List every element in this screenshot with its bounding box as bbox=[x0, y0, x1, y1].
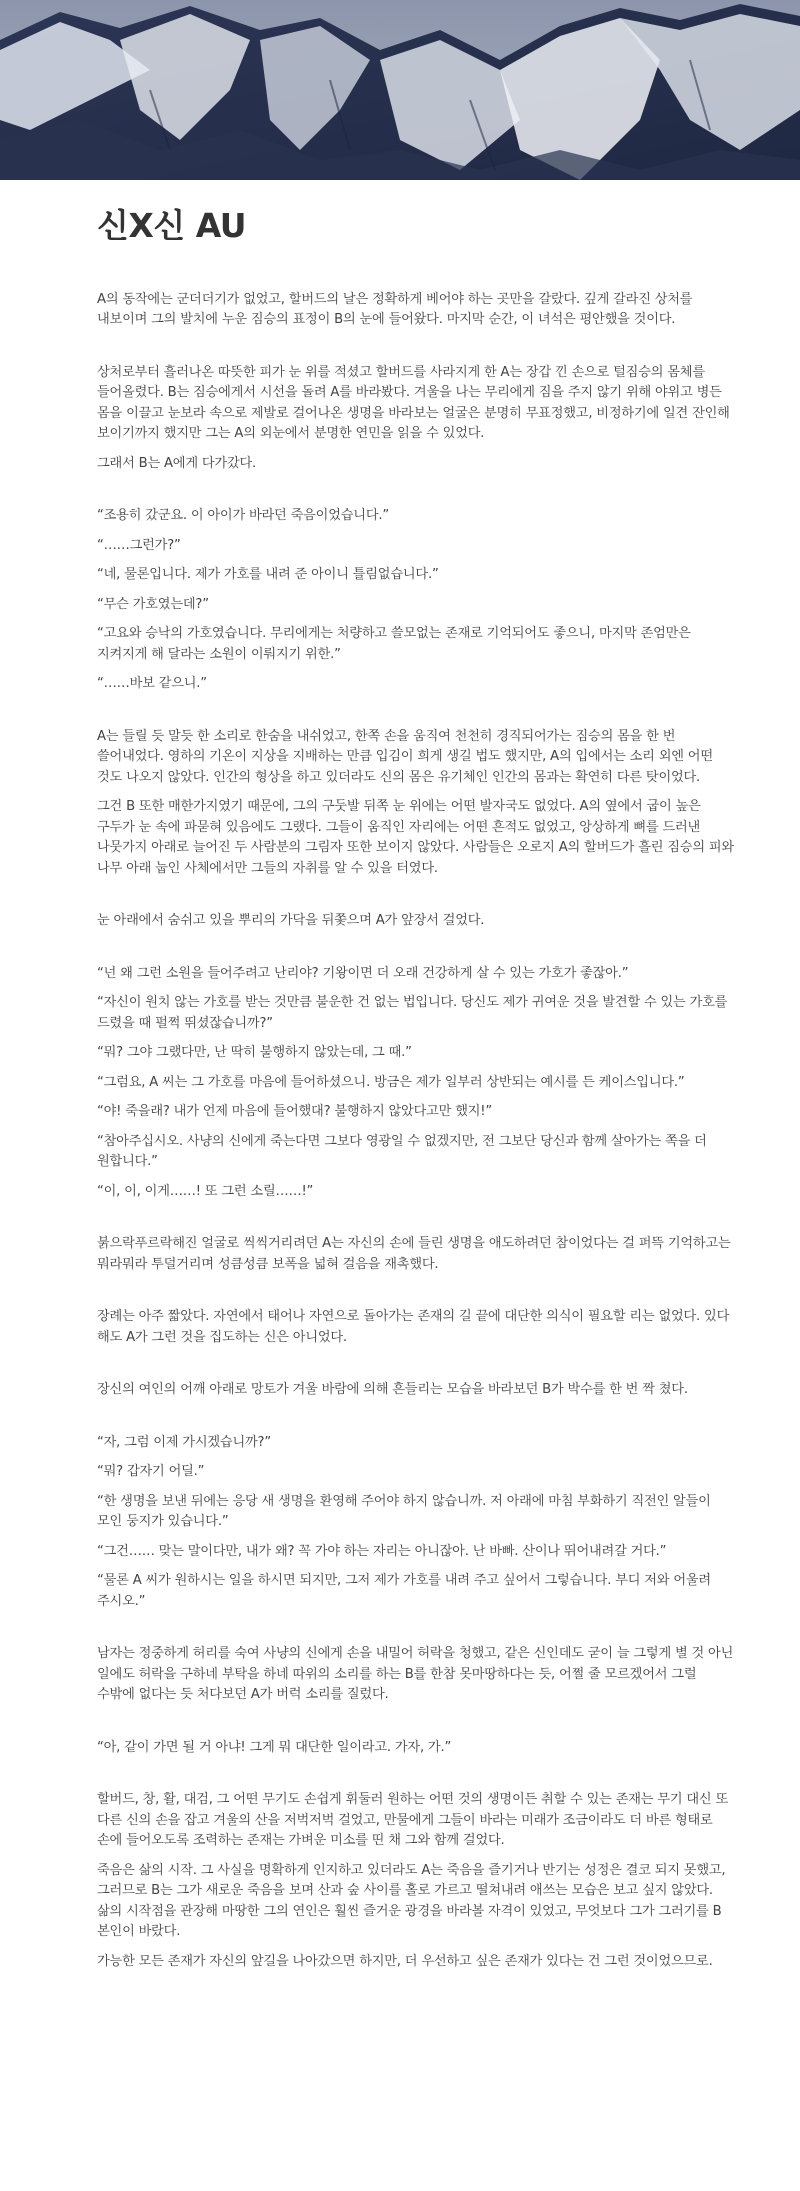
paragraph-spacer bbox=[97, 1284, 735, 1307]
paragraph-spacer bbox=[97, 704, 735, 727]
paragraph: “이, 이, 이게……! 또 그런 소릴……!” bbox=[97, 1183, 314, 1199]
paragraph: “고요와 승낙의 가호였습니다. 무리에게는 처량하고 쓸모없는 존재로 기억되어도 좋으니, 마지막 존엄만은 지켜지게 해 달라는 소원이 이뤄지기 위한.” bbox=[97, 626, 691, 662]
paragraph: “뭐? 갑자기 어딜.” bbox=[97, 1464, 205, 1480]
paragraph: 눈 아래에서 숨쉬고 있을 뿌리의 가닥을 뒤쫓으며 A가 앞장서 걸었다. bbox=[97, 913, 485, 929]
paragraph: “그럼요, A 씨는 그 가호를 마음에 들어하셨으니. 방금은 제가 일부러 상반되는 예시를 든 케이스입니다.” bbox=[97, 1074, 685, 1090]
paragraph-spacer bbox=[97, 1357, 735, 1380]
paragraph: 장례는 아주 짧았다. 자연에서 태어나 자연으로 돌아가는 존재의 길 끝에 대단한 의식이 필요할 리는 없었다. 있다 해도 A가 그런 것을 집도하는 신은 아니었다. bbox=[97, 1309, 730, 1345]
paragraph: “네, 물론입니다. 제가 가호를 내려 준 아이니 틀림없습니다.” bbox=[97, 567, 439, 583]
paragraph: “야! 죽을래? 내가 언제 마음에 들어했대? 불행하지 않았다고만 했지!” bbox=[97, 1104, 492, 1120]
page-title: 신X신 AU bbox=[97, 206, 247, 245]
paragraph: “자, 그럼 이제 가시겠습니까?” bbox=[97, 1434, 271, 1450]
paragraph: 붉으락푸르락해진 얼굴로 씩씩거리려던 A는 자신의 손에 들린 생명을 애도하려던 참이었다는 걸 퍼뜩 기억하고는 뭐라뭐라 투덜거리며 성큼성큼 보폭을 넓혀 걸음을 재촉했다. bbox=[97, 1236, 731, 1272]
paragraph: “한 생명을 보낸 뒤에는 응당 새 생명을 환영해 주어야 하지 않습니까. 저 아래에 마침 부화하기 직전인 알들이 모인 둥지가 있습니다.” bbox=[97, 1493, 711, 1530]
paragraph: “물론 A 씨가 원하시는 일을 하시면 되지만, 그저 제가 가호를 내려 주고 싶어서 그렇습니다. 부디 저와 어울려 주시오.” bbox=[97, 1573, 711, 1609]
paragraph-spacer bbox=[97, 1410, 735, 1433]
paragraph: “……그런가?” bbox=[97, 537, 181, 553]
paragraph: “넌 왜 그런 소원을 들어주려고 난리야? 기왕이면 더 오래 건강하게 살 수 있는 가호가 좋잖아.” bbox=[97, 965, 629, 981]
paragraph-spacer bbox=[97, 941, 735, 964]
paragraph-spacer bbox=[97, 1715, 735, 1738]
paragraph: 그래서 B는 A에게 다가갔다. bbox=[97, 455, 257, 471]
paragraph: “참아주십시오. 사냥의 신에게 죽는다면 그보다 영광일 수 없겠지만, 전 그보단 당신과 함께 살아가는 쪽을 더 원합니다.” bbox=[97, 1133, 707, 1170]
paragraph: “무슨 가호였는데?” bbox=[97, 596, 209, 612]
paragraph: “그건…… 맞는 말이다만, 내가 왜? 꼭 가야 하는 자리는 아니잖아. 난 바빠. 산이나 뛰어내려갈 거다.” bbox=[97, 1543, 667, 1559]
paragraph-spacer bbox=[97, 340, 735, 363]
paragraph: 그건 B 또한 매한가지였기 때문에, 그의 구둣발 뒤쪽 눈 위에는 어떤 발자국도 없었다. A의 옆에서 굽이 높은 구두가 눈 속에 파묻혀 있음에도 그랬다. 그들이 움직인 자리에는 어떤 흔적도 없었고, 앙상하게 뼈를 드러낸 나뭇가지 아래로 늘어진 두 사람분의 그림자 또한 보이지 않았다. 사람들은 오로지 A의 할버드가 흘린 짐승의 피와 나무 아래 눕인 사체에서만 그들의 자취를 알 수 있을 터였다. bbox=[97, 799, 734, 876]
paragraph: 죽음은 삶의 시작. 그 사실을 명확하게 인지하고 있더라도 A는 죽음을 즐기거나 반기는 성정은 결코 되지 못했고, 그러므로 B는 그가 새로운 죽음을 보며 산과 숲 사이를 홀로 가르고 떨쳐내려 애쓰는 모습은 보고 싶지 않았다. 삶의 시작점을 관장해 마땅한 그의 연인은 훨씬 즐거운 광경을 바라볼 자격이 있었고, 무엇보다 그가 그러기를 B 본인이 바랐다. bbox=[97, 1862, 726, 1940]
paragraph-spacer bbox=[97, 1211, 735, 1234]
paragraph: 남자는 정중하게 허리를 숙여 사냥의 신에게 손을 내밀어 허락을 청했고, 같은 신인데도 굳이 늘 그렇게 별 것 아닌 일에도 허락을 구하네 부탁을 하네 따위의 소리를 하는 B를 한참 못마땅하다는 듯, 어쩔 줄 모르겠어서 그럴 수밖에 없다는 듯 처다보던 A가 버럭 소리를 질렀다. bbox=[97, 1646, 734, 1703]
paragraph: “자신이 원치 않는 가호를 받는 것만큼 불운한 건 없는 법입니다. 당신도 제가 귀여운 것을 발견할 수 있는 가호를 드렸을 때 펄쩍 뛰셨잖습니까?” bbox=[97, 995, 728, 1031]
article bbox=[0, 180, 800, 1972]
paragraph: “아, 같이 가면 될 거 아냐! 그게 뭐 대단한 일이라고. 가자, 가.” bbox=[97, 1739, 452, 1755]
paragraph-spacer bbox=[97, 1767, 735, 1790]
paragraph: 상처로부터 흘러나온 따뜻한 피가 눈 위를 적셨고 할버드를 사라지게 한 A는 장갑 낀 손으로 털짐승의 몸체를 들어올렸다. B는 짐승에게서 시선을 돌려 A를 바라봤다. 겨울을 나는 무리에게 짐을 주지 않기 위해 야위고 병든 몸을 이끌고 눈보라 속으로 제발로 걸어나온 생명을 바라보는 얼굴은 분명히 무표정했고, 비정하기에 일견 잔인해 보이기까지 했지만 그는 A의 외눈에서 분명한 연민을 읽을 수 있었다. bbox=[97, 364, 730, 442]
paragraph: “뭐? 그야 그랬다만, 난 딱히 불행하지 않았는데, 그 때.” bbox=[97, 1045, 412, 1061]
paragraph: A는 들릴 듯 말듯 한 소리로 한숨을 내쉬었고, 한쪽 손을 움직여 천천히 경직되어가는 짐승의 몸을 한 번 쓸어내었다. 영하의 기온이 지상을 지배하는 만큼 입김이 희게 생길 법도 했지만, A의 입에서는 소리 외엔 어떤 것도 나오지 않았다. 인간의 형상을 하고 있더라도 신의 몸은 유기체인 인간의 몸과는 확연히 다른 탓이었다. bbox=[97, 728, 713, 785]
paragraph: 할버드, 창, 활, 대검, 그 어떤 무기도 손쉽게 휘둘러 원하는 어떤 것의 생명이든 취할 수 있는 존재는 무기 대신 또 다른 신의 손을 잡고 겨울의 산을 저벅저벅 걸었고, 만물에게 그들이 바라는 미래가 조금이라도 더 바른 형태로 손에 들어오도록 조력하는 존재는 가벼운 미소를 띤 채 그와 함께 걸었다. bbox=[97, 1792, 728, 1849]
paragraph-spacer bbox=[97, 483, 735, 506]
paragraph: 장신의 여인의 어깨 아래로 망토가 겨울 바람에 의해 흔들리는 모습을 바라보던 B가 박수를 한 번 짝 쳤다. bbox=[97, 1382, 688, 1398]
paragraph: “……바보 같으니.” bbox=[97, 676, 207, 692]
paragraph-spacer bbox=[97, 888, 735, 911]
paragraph: A의 동작에는 군더더기가 없었고, 할버드의 날은 정확하게 베어야 하는 곳만을 갈랐다. 깊게 갈라진 상처를 내보이며 그의 발치에 누운 짐승의 표정이 B의 눈에 들어왔다. 마지막 순간, 이 녀석은 평안했을 것이다. bbox=[97, 291, 693, 328]
paragraph: “조용히 갔군요. 이 아이가 바라던 죽음이었습니다.” bbox=[97, 508, 389, 524]
paragraph: 가능한 모든 존재가 자신의 앞길을 나아갔으면 하지만, 더 우선하고 싶은 존재가 있다는 건 그런 것이었으므로. bbox=[97, 1953, 713, 1969]
article-body bbox=[97, 290, 735, 1973]
snowy-mountain-image bbox=[0, 0, 800, 180]
paragraph-spacer bbox=[97, 1621, 735, 1644]
header-image bbox=[0, 0, 800, 180]
